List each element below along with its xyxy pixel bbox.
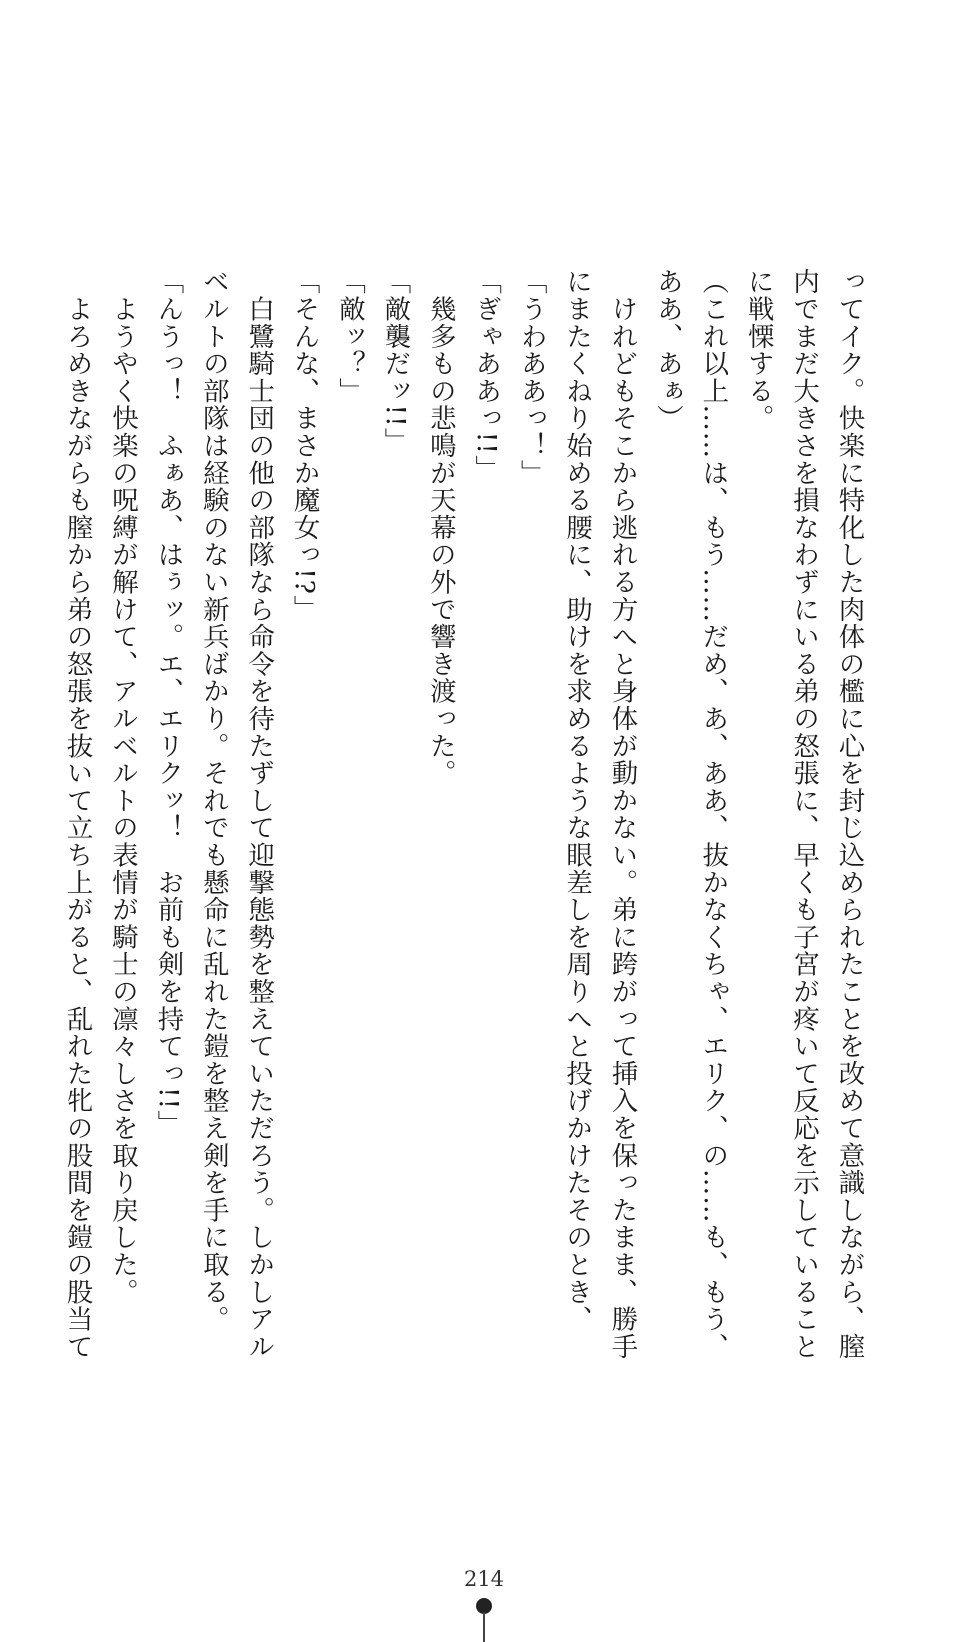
text-line: 幾多もの悲鳴が天幕の外で響き渡った。 <box>425 268 457 787</box>
text-line: （これ以上……は、もう……だめ、あ、ああ、抜かなくちゃ、エリク、の……も、もう、 <box>697 268 729 1360</box>
text-line: に戦慄する。 <box>743 268 775 432</box>
page-number: 214 <box>463 1567 505 1591</box>
text-line: けれどもそこから逃れる方へと身体が動かない。弟に跨がって挿入を保ったまま、勝手 <box>606 268 638 1360</box>
text-line: ってイク。快楽に特化した肉体の檻に心を封じ込められたことを改めて意識しながら、膣 <box>834 268 865 1360</box>
text-line: 「そんな、まさか魔女っ!?」 <box>289 268 321 623</box>
text-line: 内でまだ大きさを損なわずにいる弟の怒張に、早くも子宮が疼いて反応を示していること <box>788 268 820 1360</box>
text-line: ベルトの部隊は経験のない新兵ばかり。それでも懸命に乱れた鎧を整え剣を手に取る。 <box>198 268 230 1333</box>
text-line: よろめきながらも膣から弟の怒張を抜いて立ち上がると、乱れた牝の股間を鎧の股当て <box>62 268 94 1360</box>
marker-stem-line <box>483 1612 485 1642</box>
text-line: 「うわああっ！」 <box>516 268 548 487</box>
text-line: 「敵襲だッ!!」 <box>379 268 411 455</box>
text-line: ようやく快楽の呪縛が解けて、アルベルトの表情が騎士の凛々しさを取り戻した。 <box>107 268 139 1306</box>
text-line: 白鷺騎士団の他の部隊なら命令を待たずして迎撃態勢を整えていただろう。しかしアル <box>243 268 275 1360</box>
vertical-text-body <box>55 268 872 1358</box>
text-line: にまたくねり始める腰に、助けを求めるような眼差しを周りへと投げかけたそのとき、 <box>561 268 593 1333</box>
text-line: ああ、あぁ） <box>652 268 684 432</box>
text-line: 「んうっ！ ふぁあ、はぅッ。エ、エリクッ！ お前も剣を持てっ!!」 <box>152 268 184 1138</box>
text-line: 「敵ッ？」 <box>334 268 366 405</box>
text-line: 「ぎゃああっ!!」 <box>470 268 502 483</box>
